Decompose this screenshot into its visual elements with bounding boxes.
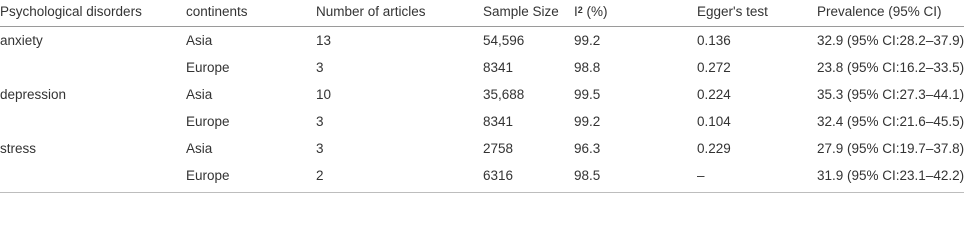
header-i-squared-unit: (%) (582, 4, 608, 19)
cell-prevalence: 23.8 (95% CI:16.2–33.5) (817, 60, 964, 75)
cell-prevalence: 32.9 (95% CI:28.2–37.9) (817, 33, 964, 48)
cell-sample-size: 8341 (483, 114, 514, 129)
cell-articles: 10 (316, 87, 332, 102)
cell-eggers-test: 0.136 (697, 33, 731, 48)
cell-i-squared: 98.8 (574, 60, 601, 75)
header-i-squared (574, 4, 608, 20)
cell-sample-size: 8341 (483, 60, 514, 75)
table-row (0, 109, 964, 136)
table-bottom-rule (0, 192, 964, 193)
cell-sample-size: 35,688 (483, 87, 525, 102)
cell-i-squared: 98.5 (574, 168, 601, 183)
cell-continent: Asia (186, 87, 213, 102)
cell-prevalence: 31.9 (95% CI:23.1–42.2) (817, 168, 964, 183)
cell-articles: 3 (316, 141, 324, 156)
header-sample-size: Sample Size (483, 4, 559, 19)
cell-prevalence: 32.4 (95% CI:21.6–45.5) (817, 114, 964, 129)
header-i-squared-superscript: 2 (577, 5, 583, 15)
cell-eggers-test: 0.229 (697, 141, 731, 156)
cell-articles: 3 (316, 114, 324, 129)
cell-eggers-test: 0.104 (697, 114, 731, 129)
header-eggers-test: Egger's test (697, 4, 768, 19)
cell-i-squared: 96.3 (574, 141, 601, 156)
cell-disorder: depression (0, 87, 67, 102)
cell-prevalence: 35.3 (95% CI:27.3–44.1) (817, 87, 964, 102)
cell-sample-size: 6316 (483, 168, 514, 183)
cell-articles: 3 (316, 60, 324, 75)
header-psychological-disorders: Psychological disorders (0, 4, 142, 19)
cell-i-squared: 99.5 (574, 87, 601, 102)
table-row (0, 55, 964, 82)
cell-continent: Europe (186, 168, 230, 183)
cell-i-squared: 99.2 (574, 33, 601, 48)
header-i-squared-base: I (574, 4, 578, 19)
header-prevalence: Prevalence (95% CI) (817, 4, 942, 19)
table-row (0, 82, 964, 109)
cell-prevalence: 27.9 (95% CI:19.7–37.8) (817, 141, 964, 156)
table-header-row (0, 0, 964, 27)
cell-disorder: anxiety (0, 33, 43, 48)
header-number-of-articles: Number of articles (316, 4, 426, 19)
cell-articles: 2 (316, 168, 324, 183)
cell-sample-size: 2758 (483, 141, 514, 156)
table-row (0, 28, 964, 55)
table-row (0, 136, 964, 163)
cell-continent: Asia (186, 33, 213, 48)
cell-eggers-test: 0.272 (697, 60, 731, 75)
cell-continent: Asia (186, 141, 213, 156)
cell-sample-size: 54,596 (483, 33, 525, 48)
cell-eggers-test: – (697, 168, 705, 183)
cell-continent: Europe (186, 60, 230, 75)
cell-articles: 13 (316, 33, 332, 48)
cell-eggers-test: 0.224 (697, 87, 731, 102)
header-continents: continents (186, 4, 248, 19)
table-row (0, 163, 964, 190)
cell-i-squared: 99.2 (574, 114, 601, 129)
cell-continent: Europe (186, 114, 230, 129)
cell-disorder: stress (0, 141, 37, 156)
